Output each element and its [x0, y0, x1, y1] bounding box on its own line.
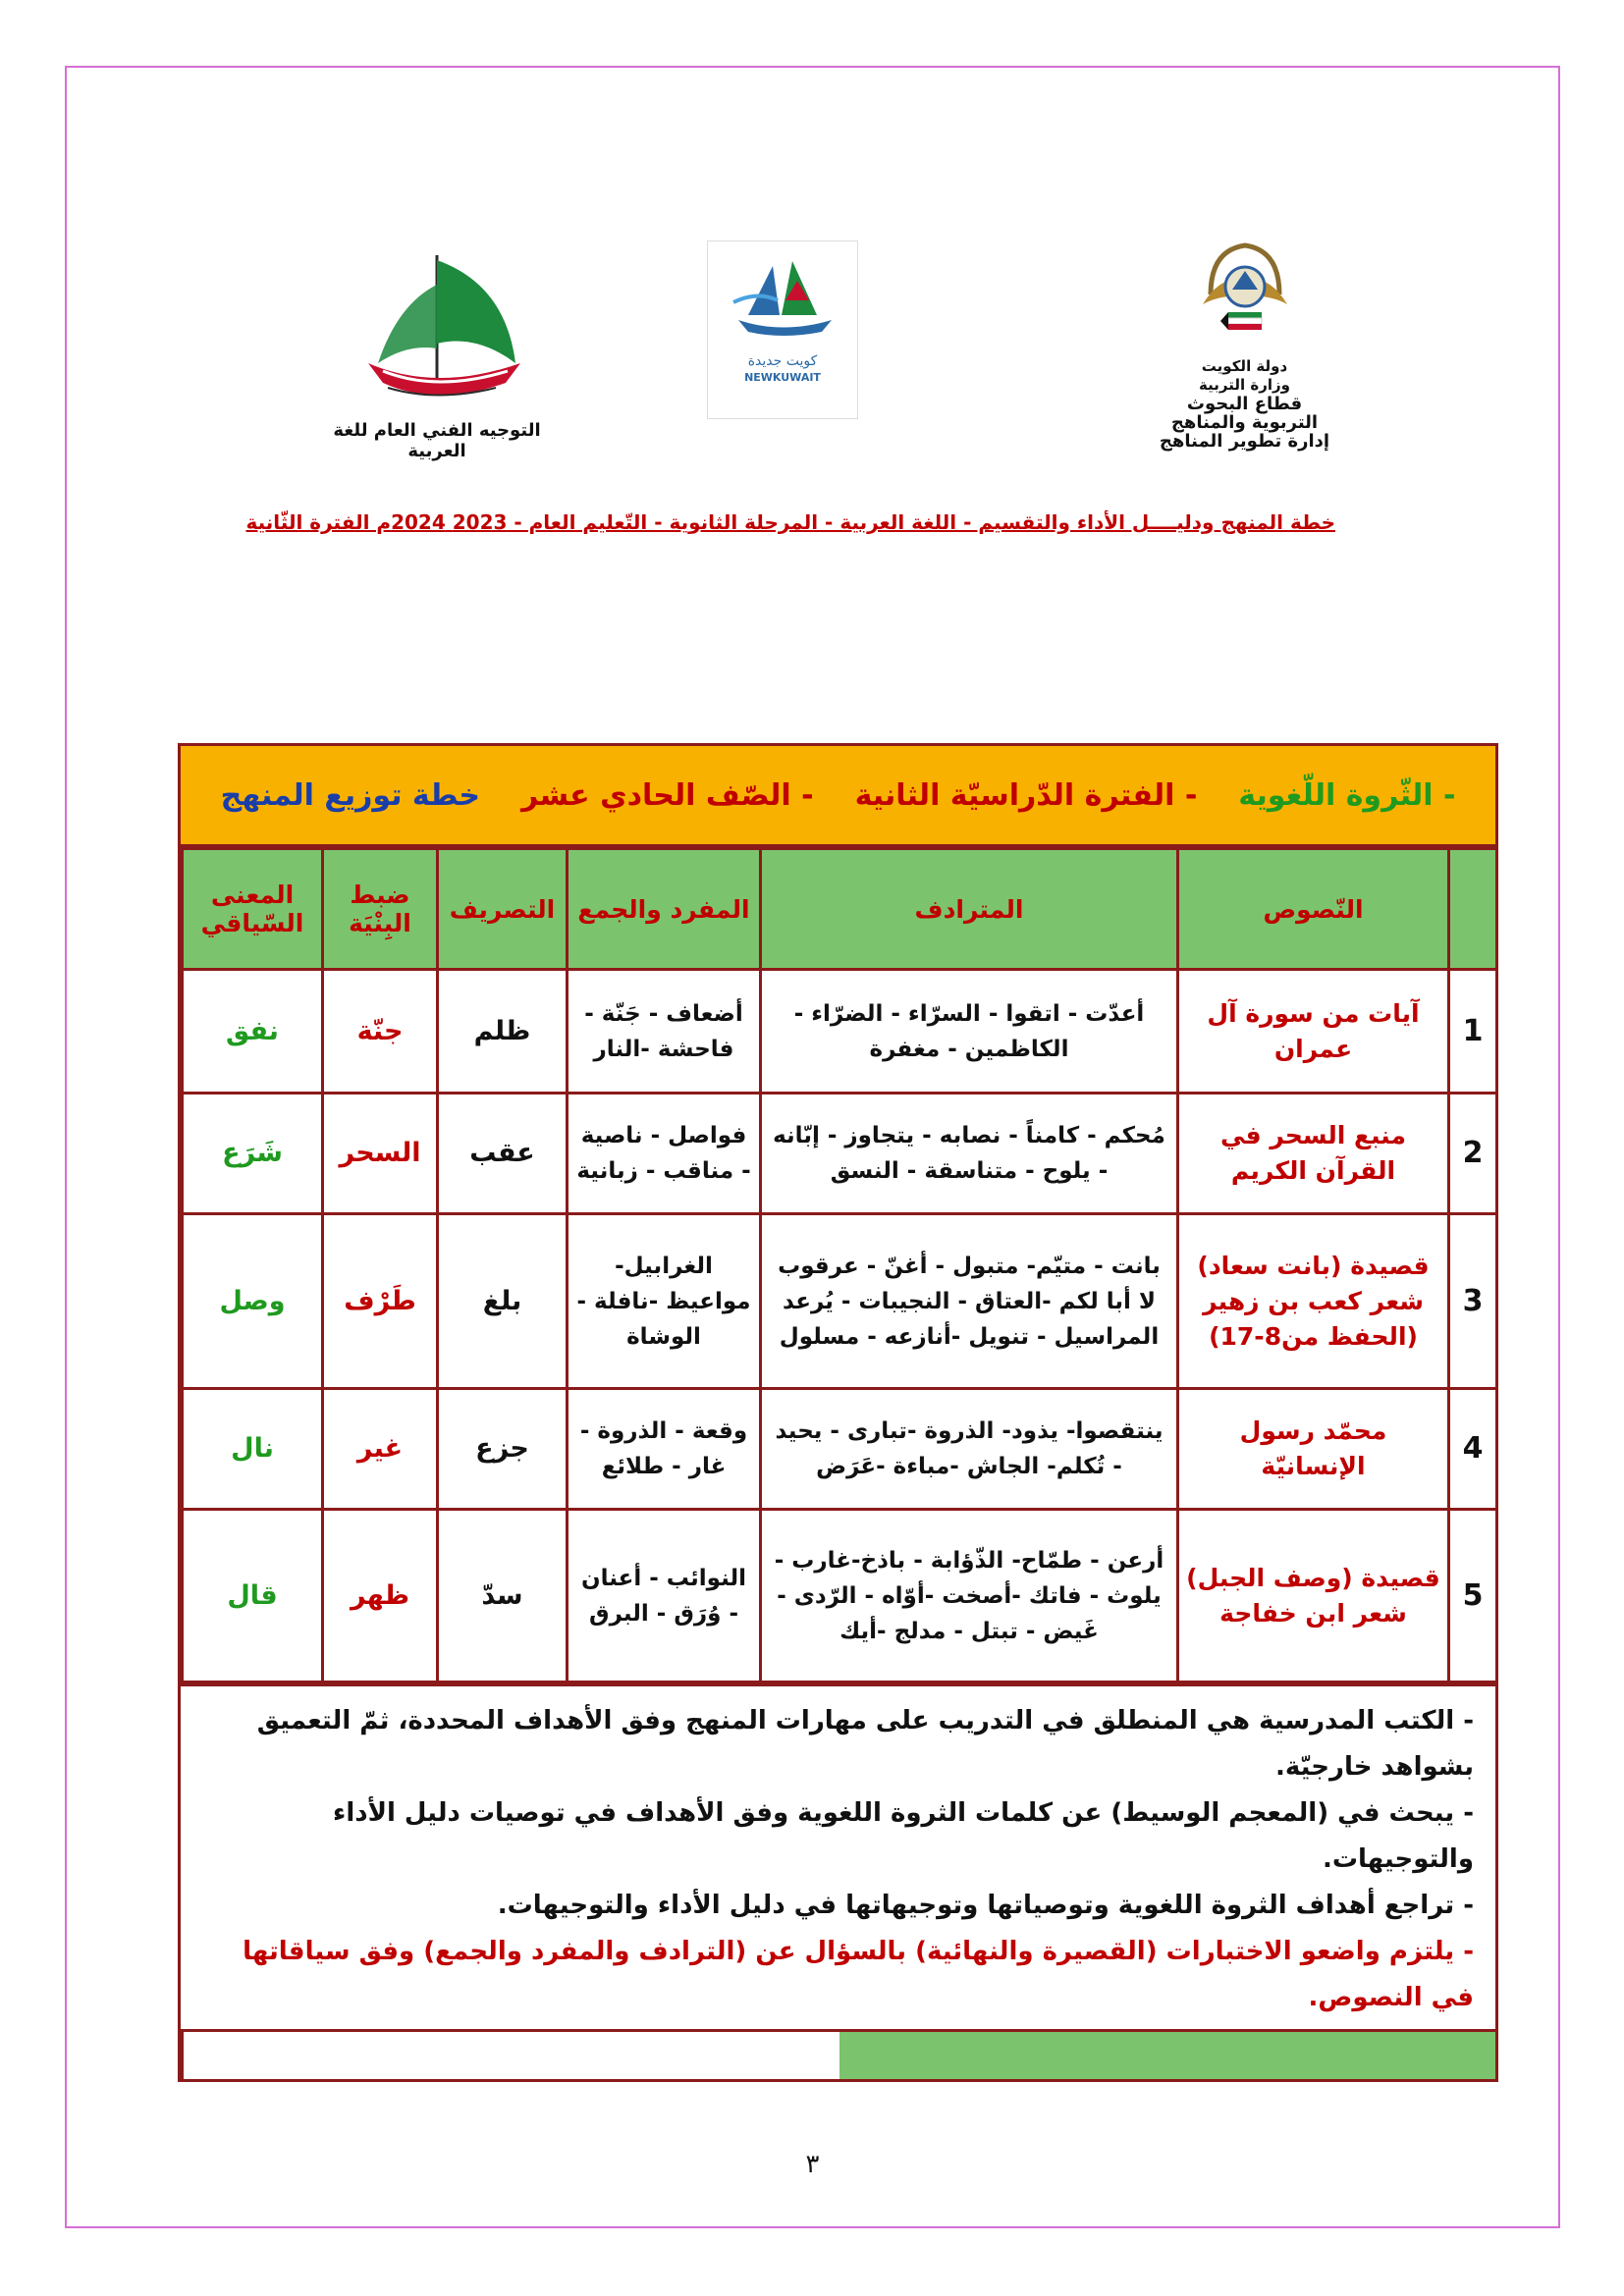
row-number: 4 — [1449, 1389, 1497, 1510]
row-synonym: ينتقصوا- يذود- الذروة -تبارى - يحيد - تُكلم- الجاش -مباءة -عَرَض — [761, 1389, 1178, 1510]
kuwait-emblem-icon — [1191, 236, 1299, 353]
table-footer — [181, 2029, 1495, 2079]
row-structure: السحر — [323, 1094, 438, 1214]
row-number: 3 — [1449, 1214, 1497, 1389]
row-text: قصيدة (بانت سعاد) شعر كعب بن زهير (الحفظ من8-17) — [1178, 1214, 1449, 1389]
table-row — [183, 1389, 1497, 1510]
new-kuwait-logo — [707, 240, 858, 419]
ship-logo-icon — [339, 245, 535, 412]
page-number: ٣ — [805, 2150, 820, 2179]
row-conjugation: عقب — [438, 1094, 568, 1214]
row-text: آيات من سورة آل عمران — [1178, 970, 1449, 1094]
col-synonym: المترادف — [761, 849, 1178, 970]
row-contextual: شَرَع — [183, 1094, 323, 1214]
col-num — [1449, 849, 1497, 970]
col-texts: النّصوص — [1178, 849, 1449, 970]
row-synonym: مُحكم - كامناً - نصابه - يتجاوز - إبّانه - يلوح - متناسقة - النسق — [761, 1094, 1178, 1214]
note-item: - تراجع أهداف الثروة اللغوية وتوصياتها وتوجيهاتها في دليل الأداء والتوجيهات. — [497, 1891, 1474, 1920]
row-contextual: نال — [183, 1389, 323, 1510]
table-header-row — [183, 849, 1497, 970]
col-conjugation: التصريف — [438, 849, 568, 970]
table-banner — [181, 746, 1495, 847]
row-structure: طَرْف — [323, 1214, 438, 1389]
note-item: - يلتزم واضعو الاختبارات (القصيرة والنهائية) بالسؤال عن (الترادف والمفرد والجمع) وفق سياقاتها في النصوص. — [243, 1937, 1474, 2012]
row-text: منبع السحر في القرآن الكريم — [1178, 1094, 1449, 1214]
row-structure: ظهر — [323, 1510, 438, 1682]
row-number: 2 — [1449, 1094, 1497, 1214]
row-synonym: أعدّت - اتقوا - السرّاء - الضرّاء - الكاظمين - مغفرة — [761, 970, 1178, 1094]
sailboat-logo-icon — [719, 241, 846, 349]
banner-plan: خطة توزيع المنهج — [220, 777, 480, 813]
row-singular-plural: النوائب - أعنان - وُرَق - البرق — [568, 1510, 761, 1682]
row-synonym: بانت - متيّم- متبول - أغنّ - عرقوب لا أبا لكم -العتاق - النجيبات - يُرعد المراسيل - تنويل -أنازعه - مسلول — [761, 1214, 1178, 1389]
table-row — [183, 970, 1497, 1094]
col-singular-plural: المفرد والجمع — [568, 849, 761, 970]
row-singular-plural: الغرابيل-مواعيظ -نافلة - الوشاة — [568, 1214, 761, 1389]
header-line-3: قطاع البحوث التربوية والمناهج — [1170, 394, 1319, 433]
banner-grade: - الصّف الحادي عشر — [520, 777, 814, 813]
footer-cell-left — [181, 2032, 839, 2079]
table-row — [183, 1510, 1497, 1682]
vocab-table — [181, 847, 1498, 1683]
row-conjugation: جزع — [438, 1389, 568, 1510]
note-item: - يبحث في (المعجم الوسيط) عن كلمات الثروة اللغوية وفق الأهداف في توصيات دليل الأداء والتوجيهات. — [333, 1798, 1474, 1874]
new-kuwait-english: NEWKUWAIT — [744, 371, 821, 384]
ministry-header — [1154, 236, 1335, 451]
col-contextual: المعنى السّياقي — [183, 849, 323, 970]
footer-cell-right — [839, 2032, 1495, 2079]
plan-subtitle: خطة المنهج ودليــــل الأداء والتقسيم - اللغة العربية - المرحلة الثانوية - التّعليم العام - 2023 2024م الفترة الثّانية — [245, 510, 1335, 534]
row-number: 5 — [1449, 1510, 1497, 1682]
row-contextual: نفق — [183, 970, 323, 1094]
row-singular-plural: أضعاف - جَنّة - فاحشة -النار — [568, 970, 761, 1094]
row-text: محمّد رسول الإنسانيّة — [1178, 1389, 1449, 1510]
row-contextual: وصل — [183, 1214, 323, 1389]
col-structure: ضبط البِنْيَة — [323, 849, 438, 970]
new-kuwait-arabic: كويت جديدة — [747, 353, 818, 369]
row-conjugation: ظلم — [438, 970, 568, 1094]
row-text: قصيدة (وصف الجبل) شعر ابن خفاجة — [1178, 1510, 1449, 1682]
table-row — [183, 1094, 1497, 1214]
banner-vocab: - الثّروة اللّغوية — [1238, 777, 1456, 813]
curriculum-table — [178, 743, 1498, 2082]
row-structure: جنّة — [323, 970, 438, 1094]
row-synonym: أرعن - طمّاح- الذّؤابة - باذخ-غارب - يلوث - فاتك -أصخت -أوّاه - الرّدى - غَيض - تبتل - مدلج -أيك — [761, 1510, 1178, 1682]
header-line-2: وزارة التربية — [1199, 376, 1290, 394]
row-number: 1 — [1449, 970, 1497, 1094]
guidance-title: التوجيه الفني العام للغة العربية — [333, 420, 541, 461]
note-item: - الكتب المدرسية هي المنطلق في التدريب على مهارات المنهج وفق الأهداف المحددة، ثمّ التعميق بشواهد خارجيّة. — [256, 1706, 1474, 1782]
notes-section — [181, 1683, 1495, 2029]
banner-period: - الفترة الدّراسيّة الثانية — [854, 777, 1198, 813]
row-structure: غير — [323, 1389, 438, 1510]
row-singular-plural: فواصل - ناصية - مناقب - زبانية — [568, 1094, 761, 1214]
row-conjugation: بلغ — [438, 1214, 568, 1389]
row-conjugation: سدّ — [438, 1510, 568, 1682]
header-line-1: دولة الكويت — [1201, 357, 1288, 375]
row-singular-plural: وقعة - الذروة - غار - طلائع — [568, 1389, 761, 1510]
header-line-4: إدارة تطوير المناهج — [1159, 431, 1330, 452]
table-row — [183, 1214, 1497, 1389]
row-contextual: قال — [183, 1510, 323, 1682]
arabic-guidance-header — [314, 245, 560, 461]
